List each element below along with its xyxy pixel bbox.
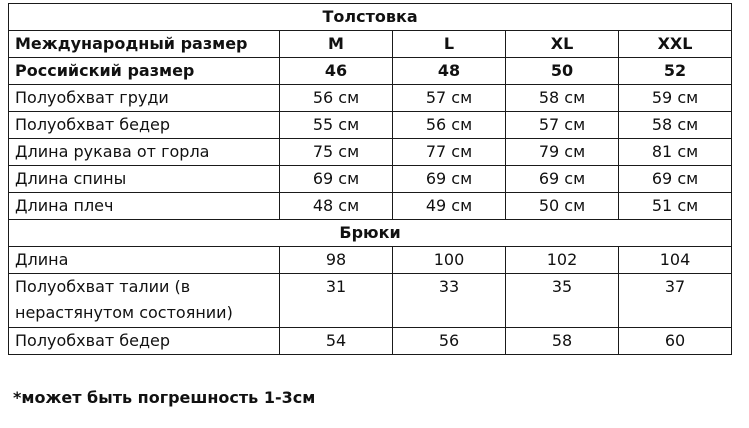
measure-label: Полуобхват груди xyxy=(9,85,280,112)
russian-size-row xyxy=(9,58,732,85)
measure-value: 79 см xyxy=(506,139,619,166)
hoodie-measure-row xyxy=(9,112,732,139)
measure-value: 58 см xyxy=(619,112,732,139)
size-xl: XL xyxy=(506,31,619,58)
measure-value: 48 см xyxy=(280,193,393,220)
measure-label: Длина спины xyxy=(9,166,280,193)
measure-value: 56 xyxy=(393,328,506,355)
measure-value: 54 xyxy=(280,328,393,355)
hoodie-measure-row xyxy=(9,166,732,193)
russian-size-value: 52 xyxy=(619,58,732,85)
measure-value: 60 xyxy=(619,328,732,355)
pants-measure-row xyxy=(9,274,732,328)
size-xxl: XXL xyxy=(619,31,732,58)
hoodie-measure-row xyxy=(9,139,732,166)
international-size-label: Международный размер xyxy=(9,31,280,58)
measure-label: Полуобхват бедер xyxy=(9,112,280,139)
measure-value: 56 см xyxy=(280,85,393,112)
pants-section-title: Брюки xyxy=(9,220,732,247)
measure-value: 51 см xyxy=(619,193,732,220)
measure-value: 104 xyxy=(619,247,732,274)
measure-value: 50 см xyxy=(506,193,619,220)
error-margin-footnote: *может быть погрешность 1-3см xyxy=(13,388,316,407)
international-size-row xyxy=(9,31,732,58)
measure-value: 59 см xyxy=(619,85,732,112)
size-chart-table xyxy=(8,3,732,355)
measure-value: 31 xyxy=(280,274,393,328)
measure-value: 57 см xyxy=(506,112,619,139)
measure-value: 33 xyxy=(393,274,506,328)
measure-value: 77 см xyxy=(393,139,506,166)
pants-measure-row xyxy=(9,328,732,355)
measure-label: Полуобхват талии (в нерастянутом состоянии) xyxy=(9,274,280,328)
measure-value: 35 xyxy=(506,274,619,328)
measure-value: 58 см xyxy=(506,85,619,112)
size-m: M xyxy=(280,31,393,58)
measure-label: Длина плеч xyxy=(9,193,280,220)
measure-value: 58 xyxy=(506,328,619,355)
measure-label: Длина xyxy=(9,247,280,274)
russian-size-value: 46 xyxy=(280,58,393,85)
measure-value: 49 см xyxy=(393,193,506,220)
measure-value: 69 см xyxy=(506,166,619,193)
measure-value: 98 xyxy=(280,247,393,274)
russian-size-value: 48 xyxy=(393,58,506,85)
hoodie-section-title: Толстовка xyxy=(9,4,732,31)
measure-label: Длина рукава от горла xyxy=(9,139,280,166)
measure-value: 81 см xyxy=(619,139,732,166)
measure-value: 37 xyxy=(619,274,732,328)
measure-value: 102 xyxy=(506,247,619,274)
pants-measure-row xyxy=(9,247,732,274)
measure-value: 57 см xyxy=(393,85,506,112)
measure-value: 56 см xyxy=(393,112,506,139)
hoodie-measure-row xyxy=(9,193,732,220)
measure-value: 75 см xyxy=(280,139,393,166)
pants-section-row xyxy=(9,220,732,247)
hoodie-measure-row xyxy=(9,85,732,112)
measure-value: 100 xyxy=(393,247,506,274)
measure-value: 55 см xyxy=(280,112,393,139)
size-l: L xyxy=(393,31,506,58)
russian-size-value: 50 xyxy=(506,58,619,85)
measure-label: Полуобхват бедер xyxy=(9,328,280,355)
russian-size-label: Российский размер xyxy=(9,58,280,85)
measure-value: 69 см xyxy=(393,166,506,193)
measure-value: 69 см xyxy=(619,166,732,193)
hoodie-section-row xyxy=(9,4,732,31)
measure-value: 69 см xyxy=(280,166,393,193)
